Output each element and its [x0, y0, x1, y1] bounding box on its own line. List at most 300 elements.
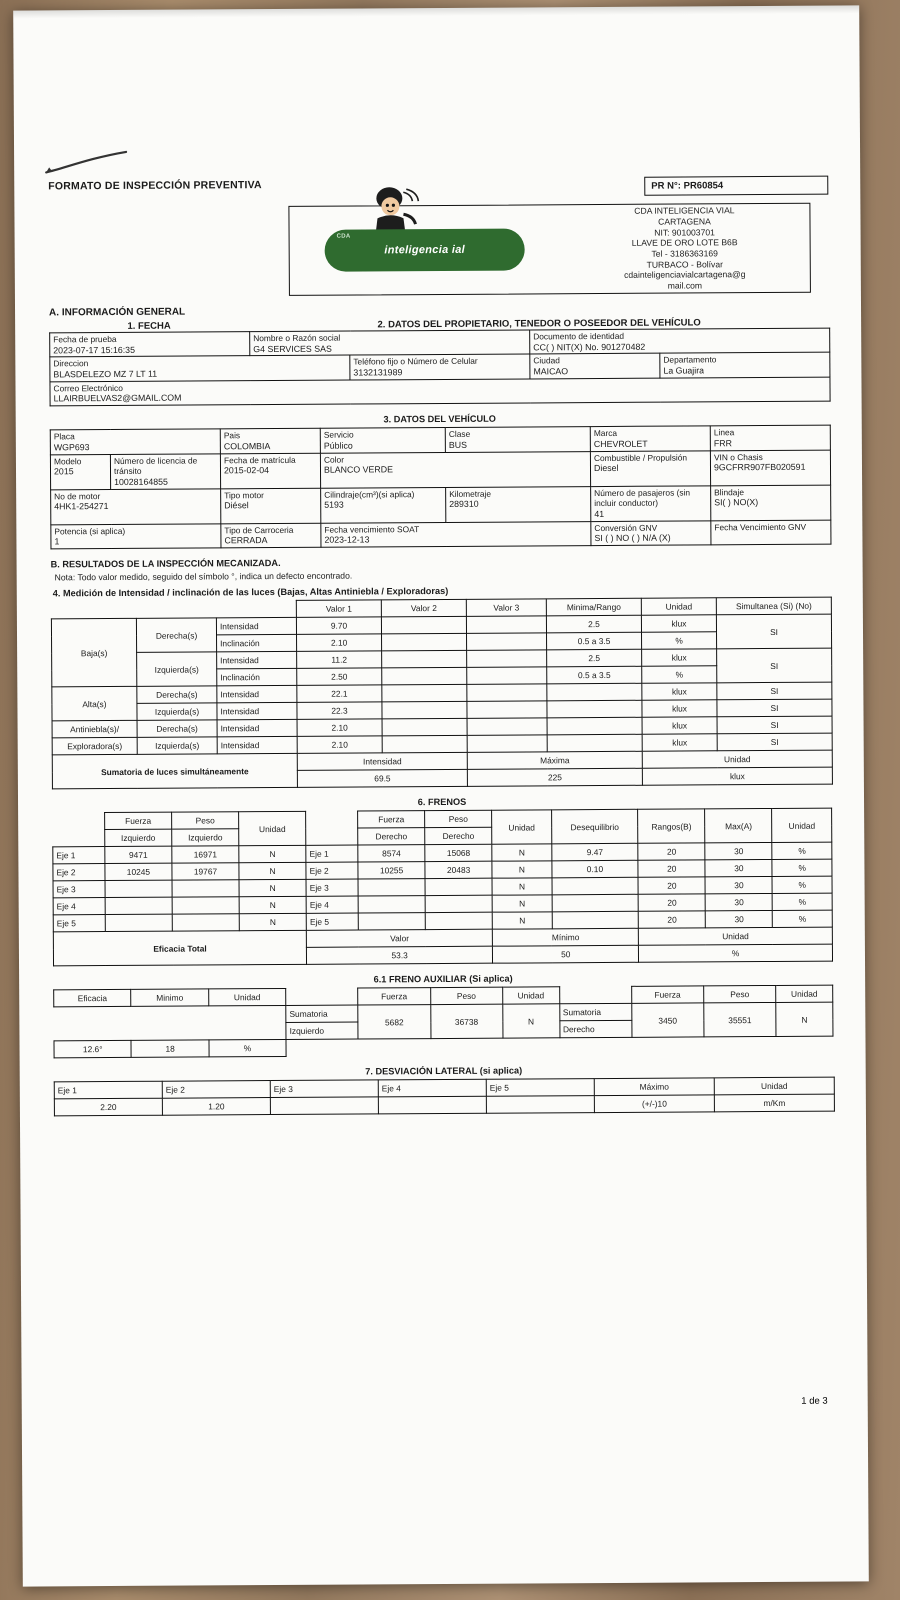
logo-small-text: CDA — [336, 233, 351, 240]
side-izquierda-antiniebla: Izquierda(s) — [137, 737, 217, 754]
header-izquierdo-1: Izquierdo — [105, 830, 172, 847]
gnv-venc-label: Fecha Vencimiento GNV — [714, 521, 807, 533]
value-v1: 22.3 — [297, 702, 382, 720]
servicio-label: Servicio — [323, 429, 354, 441]
value-v1: 11.2 — [297, 651, 382, 669]
gnv-label: Conversión GNV — [594, 522, 658, 533]
company-nit: NIT: 901003701 — [654, 226, 715, 238]
kilometraje-label: Kilometraje — [449, 488, 492, 499]
kilometraje-value: 289310 — [449, 499, 479, 510]
cell-color — [320, 452, 590, 489]
eje5-label: Eje 5 — [486, 1079, 594, 1097]
fuerza-der-value — [358, 913, 425, 930]
side-derecha-alta: Derecha(s) — [137, 686, 217, 703]
cell-cilindraje — [321, 487, 446, 523]
value-min — [547, 718, 642, 736]
company-header-block — [288, 203, 811, 296]
company-email-line1: cdainteligenciavialcartagena@g — [624, 269, 746, 281]
eje1-value: 2.20 — [54, 1099, 162, 1117]
peso-der-value — [425, 879, 492, 896]
unidad-izq-value: N — [239, 846, 306, 863]
fuerza-der-value — [358, 896, 425, 913]
documento-value: CC( ) NIT(X) No. 901270482 — [533, 341, 646, 352]
unidad-final-value: % — [773, 894, 833, 911]
table-row — [54, 1094, 834, 1116]
header-valor3: Valor 3 — [466, 599, 546, 616]
header-izquierdo-2: Izquierdo — [172, 829, 239, 846]
value-min — [547, 735, 642, 753]
unidad-der-value: N — [492, 844, 552, 861]
company-email-line2: mail.com — [667, 280, 703, 291]
cell-matricula — [220, 453, 320, 489]
desviacion-section-title: 7. DESVIACIÓN LATERAL (si aplica) — [365, 1065, 523, 1077]
freno-auxiliar-table — [53, 985, 833, 1059]
eje1-label: Eje 1 — [54, 1082, 162, 1100]
value-v1: 22.1 — [297, 685, 382, 703]
param: Intensidad — [217, 652, 297, 669]
blindaje-value: SI( ) NO(X) — [714, 497, 759, 508]
modelo-label: Modelo — [53, 456, 82, 467]
potencia-label: Potencia (si aplica) — [54, 525, 126, 537]
value-v2 — [382, 685, 467, 703]
general-info-table — [49, 328, 830, 407]
document-page — [13, 5, 869, 1586]
header-peso-izq: Peso — [172, 812, 239, 829]
cell-kilometraje — [446, 487, 591, 523]
cilindraje-label: Cilindraje(cm³)(si aplica) — [324, 489, 415, 500]
group-antiniebla-1: Antiniebla(s)/ — [52, 721, 137, 739]
value-sim: SI — [717, 649, 832, 684]
header-valor2: Valor 2 — [381, 600, 466, 618]
sumatoria-intensidad-label: Intensidad — [297, 753, 467, 771]
value-v3 — [467, 650, 547, 667]
fecha-section-title: 1. FECHA — [127, 320, 171, 332]
cell-vin — [710, 450, 830, 486]
soat-value: 2023-12-13 — [324, 534, 370, 546]
fuerza-der-value: 10255 — [358, 862, 425, 879]
vehiculo-section-title: 3. DATOS DEL VEHÍCULO — [383, 414, 496, 425]
header-peso-der: Peso — [704, 986, 776, 1003]
eficacia-unidad-value: % — [639, 945, 833, 963]
cell-ciudad — [530, 354, 660, 379]
direccion-value: BLASDELEZO MZ 7 LT 11 — [53, 368, 158, 380]
sumatoria-izq-label: Sumatoria — [286, 1005, 358, 1022]
sumatoria-der-peso: 35551 — [704, 1003, 776, 1037]
sumatoria-luces-label: Sumatoria de luces simultáneamente — [52, 754, 297, 789]
cell-gnv-venc — [711, 520, 831, 545]
cell-potencia — [51, 524, 221, 550]
cell-departamento — [660, 353, 830, 379]
cell-fecha-prueba — [50, 332, 250, 358]
luces-section-title: 4. Medición de Intensidad / inclinación de las luces (Bajas, Altas Antiniebla / Exploradoras) — [52, 586, 449, 599]
sumatoria-izq-unidad: N — [503, 1004, 560, 1038]
eje-izq-label: Eje 4 — [53, 898, 105, 915]
peso-der-value — [425, 896, 492, 913]
value-unidad: klux — [642, 683, 717, 700]
rangos-value: 20 — [638, 860, 705, 877]
value-unidad: klux — [642, 649, 717, 666]
value-unidad: klux — [642, 734, 717, 751]
pais-label: Pais — [223, 430, 241, 441]
section-a-title: A. INFORMACIÓN GENERAL — [49, 306, 186, 319]
nombre-value: G4 SERVICES SAS — [253, 343, 332, 354]
cell-nombre — [250, 330, 530, 356]
departamento-label: Departamento — [663, 354, 717, 366]
correo-value: LLAIRBUELVAS2@GMAIL.COM — [53, 393, 182, 404]
company-phone: Tel - 3186363169 — [651, 248, 718, 259]
placa-value: WGP693 — [53, 442, 90, 453]
value-sim: SI — [717, 717, 832, 735]
unidad-der-value: N — [492, 861, 552, 878]
cell-pais — [220, 429, 320, 454]
desequilibrio-value — [552, 895, 639, 913]
value-v3 — [466, 616, 546, 633]
marca-label: Marca — [593, 428, 618, 439]
eje-izq-label: Eje 1 — [53, 847, 105, 864]
header-unidad: Unidad — [208, 989, 285, 1006]
document-header — [48, 176, 828, 200]
minimo-aux-value: 18 — [131, 1040, 208, 1057]
gnv-value: SI ( ) NO ( ) N/A (X) — [594, 532, 671, 544]
value-v2 — [382, 651, 467, 669]
section-b-title: B. RESULTADOS DE LA INSPECCIÓN MECANIZADA. — [50, 558, 281, 570]
eje-der-label: Eje 2 — [306, 862, 358, 879]
sumatoria-der-label: Sumatoria — [559, 1004, 631, 1021]
cell-soat — [321, 521, 591, 547]
desequilibrio-value: 9.47 — [552, 844, 639, 862]
sumatoria-izq-label2: Izquierdo — [286, 1022, 358, 1039]
sumatoria-maxima-label: Máxima — [467, 752, 642, 770]
value-v3 — [467, 667, 547, 684]
ciudad-value: MAICAO — [533, 366, 569, 377]
pr-value: PR60854 — [683, 180, 724, 192]
unidad-izq-value: N — [239, 914, 306, 931]
propietario-section-title: 2. DATOS DEL PROPIETARIO, TENEDOR O POSEEDOR DEL VEHÍCULO — [377, 317, 701, 331]
param: Intensidad — [217, 737, 297, 754]
cell-direccion — [50, 356, 350, 382]
soat-label: Fecha vencimiento SOAT — [324, 524, 420, 535]
value-sim: SI — [717, 700, 832, 718]
cell-pasajeros — [591, 486, 711, 522]
value-v3 — [467, 735, 547, 752]
value-v1: 2.10 — [297, 719, 382, 737]
departamento-value: La Guajira — [663, 365, 705, 376]
cell-correo — [50, 377, 830, 406]
potencia-value: 1 — [54, 536, 60, 547]
param: Intensidad — [217, 703, 297, 720]
ciudad-label: Ciudad — [533, 355, 560, 366]
servicio-value: Público — [323, 440, 353, 451]
side-derecha-baja: Derecha(s) — [136, 618, 216, 652]
tipo-motor-label: Tipo motor — [224, 489, 264, 501]
vin-value: 9GCFRR907FB020591 — [713, 462, 806, 473]
matricula-value: 2015-02-04 — [223, 465, 270, 476]
unidad-final-value: % — [772, 860, 832, 877]
matricula-label: Fecha de matrícula — [223, 454, 296, 466]
fuerza-izq-value: 9471 — [105, 847, 172, 864]
eje4-label: Eje 4 — [378, 1080, 486, 1098]
combustible-value: Diesel — [593, 463, 619, 474]
peso-der-value: 20483 — [425, 862, 492, 879]
frenos-table — [52, 808, 833, 967]
header-fuerza-der: Fuerza — [358, 811, 425, 828]
value-min: 0.5 a 3.5 — [547, 667, 642, 685]
fuerza-der-value: 8574 — [358, 845, 425, 862]
desequilibrio-value — [552, 912, 639, 930]
header-valor1: Valor 1 — [296, 600, 381, 618]
company-info — [559, 204, 810, 294]
pasajeros-label: Número de pasajeros (sin incluir conductor) — [594, 487, 691, 509]
header-simultanea: Simultanea (Si) (No) — [716, 598, 831, 616]
value-v1: 2.10 — [297, 736, 382, 754]
cell-gnv — [591, 521, 711, 546]
peso-izq-value — [172, 914, 239, 931]
eje-izq-label: Eje 3 — [53, 881, 105, 898]
pr-label: PR N°: — [651, 180, 681, 192]
unidad-aux-value: % — [209, 1040, 286, 1057]
pasajeros-value: 41 — [594, 508, 605, 519]
param: Inclinación — [217, 669, 297, 686]
fecha-prueba-value: 2023-07-17 15:16:35 — [53, 344, 135, 355]
value-unidad: klux — [642, 717, 717, 734]
value-sim: SI — [717, 734, 832, 752]
licencia-label: Número de licencia de tránsito — [113, 455, 198, 477]
header-derecho-2: Derecho — [425, 828, 492, 845]
sumatoria-der-fuerza: 3450 — [632, 1003, 704, 1037]
company-address: LLAVE DE ORO LOTE B6B — [631, 237, 738, 249]
max-value: 30 — [705, 894, 772, 911]
value-unidad: klux — [641, 615, 716, 632]
value-min — [547, 701, 642, 719]
logo-badge — [325, 228, 525, 271]
cell-telefono — [350, 354, 530, 380]
value-v1: 2.10 — [297, 634, 382, 652]
eje4-value — [378, 1097, 486, 1115]
cell-documento — [530, 328, 830, 354]
eficacia-aux-value: 12.6° — [54, 1041, 131, 1058]
cell-tipo-motor — [221, 488, 321, 524]
unidad-der-value: N — [492, 895, 552, 912]
param: Inclinación — [217, 635, 297, 652]
header-eficacia: Eficacia — [54, 990, 131, 1007]
vehicle-info-table — [50, 425, 832, 550]
motor-value: 4HK1-254271 — [54, 501, 109, 512]
clase-label: Clase — [448, 429, 471, 440]
luces-table — [51, 597, 833, 790]
eje-der-label: Eje 4 — [306, 896, 358, 913]
header-unidad-der: Unidad — [776, 986, 833, 1003]
unidad-izq-value: N — [239, 880, 306, 897]
page-title: FORMATO DE INSPECCIÓN PREVENTIVA — [48, 179, 262, 193]
value-v1: 9.70 — [296, 617, 381, 635]
value-v2 — [382, 719, 467, 737]
clase-value: BUS — [448, 439, 467, 450]
vin-label: VIN o Chasis — [713, 451, 763, 463]
placa-label: Placa — [53, 431, 75, 442]
eje-der-label: Eje 1 — [306, 845, 358, 862]
pen-mark — [44, 150, 134, 177]
peso-izq-value: 16971 — [172, 846, 239, 863]
rangos-value: 20 — [638, 894, 705, 911]
sumatoria-maxima-value: 225 — [467, 769, 642, 787]
licencia-value: 10028164855 — [114, 476, 168, 487]
side-izquierda-baja: Izquierda(s) — [137, 652, 217, 686]
sumatoria-unidad-value: klux — [642, 767, 832, 785]
frenos-section-title: 6. FRENOS — [417, 797, 467, 808]
value-v2 — [382, 702, 467, 720]
linea-label: Linea — [713, 427, 735, 438]
company-name-line2: CARTAGENA — [658, 216, 711, 227]
unidad-der-value: N — [492, 912, 552, 929]
cell-motor — [51, 489, 221, 525]
eje-izq-label: Eje 5 — [53, 915, 105, 932]
cell-linea — [710, 426, 830, 451]
value-v3 — [467, 718, 547, 735]
carroceria-label: Tipo de Carroceria — [224, 524, 294, 536]
side-izquierda-alta: Izquierda(s) — [137, 703, 217, 720]
eje-izq-label: Eje 2 — [53, 864, 105, 881]
rangos-value: 20 — [638, 911, 705, 928]
company-name-line1: CDA INTELIGENCIA VIAL — [634, 205, 735, 216]
cell-blindaje — [711, 485, 831, 521]
fuerza-izq-value — [105, 881, 172, 898]
sumatoria-izq-fuerza: 5682 — [358, 1005, 430, 1039]
sumatoria-unidad-label: Unidad — [642, 750, 832, 768]
sumatoria-izq-peso: 36738 — [430, 1005, 502, 1039]
cell-carroceria — [221, 523, 321, 548]
param: Intensidad — [217, 720, 297, 737]
unidad-desv-value: m/Km — [714, 1094, 834, 1112]
unidad-desv-label: Unidad — [714, 1077, 834, 1095]
header-minima: Minima/Rango — [546, 599, 641, 617]
max-value: 30 — [706, 911, 773, 928]
value-min — [547, 684, 642, 702]
pr-number-box — [644, 176, 828, 196]
sumatoria-der-unidad: N — [776, 1003, 833, 1037]
peso-der-value — [425, 913, 492, 930]
group-bajas: Baja(s) — [51, 619, 136, 688]
value-sim: SI — [717, 683, 832, 701]
eje5-value — [486, 1096, 594, 1114]
fecha-prueba-label: Fecha de prueba — [53, 333, 117, 345]
eje3-label: Eje 3 — [270, 1080, 378, 1098]
fuerza-izq-value — [105, 915, 172, 932]
header-unidad-der: Unidad — [492, 810, 552, 844]
group-antiniebla-2: Exploradora(s) — [52, 738, 137, 756]
color-label: Color — [323, 454, 345, 465]
value-min: 2.5 — [546, 616, 641, 634]
table-row — [54, 1037, 833, 1059]
header-unidad: Unidad — [641, 598, 716, 615]
value-unidad: % — [642, 666, 717, 683]
eficacia-unidad-label: Unidad — [639, 928, 833, 946]
sumatoria-der-label2: Derecho — [559, 1021, 631, 1038]
carroceria-value: CERRADA — [224, 535, 268, 546]
table-row — [51, 520, 831, 549]
value-unidad: % — [642, 632, 717, 649]
eficacia-valor-label: Valor — [306, 930, 492, 948]
group-altas: Alta(s) — [52, 687, 137, 722]
cell-marca — [590, 426, 710, 451]
unidad-izq-value: N — [239, 897, 306, 914]
peso-izq-value — [172, 897, 239, 914]
desequilibrio-value: 0.10 — [552, 861, 639, 879]
page-number: 1 de 3 — [801, 1395, 828, 1407]
documento-label: Documento de identidad — [533, 330, 625, 342]
cell-modelo — [50, 454, 110, 489]
header-peso-der: Peso — [425, 811, 492, 828]
telefono-label: Teléfono fijo o Número de Celular — [353, 356, 478, 368]
eficacia-valor-value: 53.3 — [307, 947, 493, 965]
header-desequilibrio: Desequilibrio — [551, 810, 638, 845]
table-row — [51, 485, 831, 525]
value-unidad: klux — [642, 700, 717, 717]
section-b-note: Nota: Todo valor medido, seguido del símbolo °, indica un defecto encontrado. — [54, 570, 353, 583]
header-peso-izq: Peso — [430, 988, 502, 1005]
unidad-der-value: N — [492, 878, 552, 895]
unidad-final-value: % — [772, 843, 832, 860]
header-fuerza-der: Fuerza — [631, 986, 703, 1003]
modelo-value: 2015 — [53, 466, 74, 477]
fuerza-izq-value: 10245 — [105, 864, 172, 881]
eje2-label: Eje 2 — [162, 1081, 270, 1099]
direccion-label: Direccion — [53, 358, 89, 369]
maximo-value: (+/-)10 — [594, 1095, 714, 1113]
fuerza-der-value — [358, 879, 425, 896]
fuerza-izq-value — [105, 898, 172, 915]
value-v3 — [467, 701, 547, 718]
pais-value: COLOMBIA — [223, 440, 271, 452]
unidad-final-value: % — [773, 911, 833, 928]
value-v2 — [381, 617, 466, 635]
cell-licencia — [110, 454, 220, 490]
value-v1: 2.50 — [297, 668, 382, 686]
param: Intensidad — [216, 618, 296, 635]
rangos-value: 20 — [638, 877, 705, 894]
combustible-label: Combustible / Propulsión — [593, 452, 688, 463]
cell-servicio — [320, 428, 445, 453]
desequilibrio-value — [552, 878, 639, 896]
header-max: Max(A) — [705, 809, 772, 843]
header-unidad-izq: Unidad — [239, 812, 306, 846]
marca-value: CHEVROLET — [593, 438, 648, 450]
max-value: 30 — [705, 860, 772, 877]
unidad-final-value: % — [772, 877, 832, 894]
company-logo — [289, 205, 560, 295]
motor-label: No de motor — [54, 490, 101, 502]
header-minimo: Minimo — [131, 989, 208, 1006]
logo-text: inteligencia ial — [384, 243, 465, 257]
correo-label: Correo Electrónico — [53, 382, 123, 394]
eficacia-total-label: Eficacia Total — [53, 931, 306, 967]
value-min: 2.5 — [547, 650, 642, 668]
peso-der-value: 15068 — [425, 845, 492, 862]
cell-placa — [50, 429, 220, 455]
value-min: 0.5 a 3.5 — [547, 633, 642, 651]
value-v2 — [382, 736, 467, 754]
header-fuerza-izq: Fuerza — [358, 988, 430, 1005]
eje3-value — [270, 1097, 378, 1115]
header-fuerza-izq: Fuerza — [105, 813, 172, 830]
eje2-value: 1.20 — [162, 1098, 270, 1116]
side-derecha-antiniebla: Derecha(s) — [137, 720, 217, 737]
value-v2 — [382, 668, 467, 686]
desviacion-table — [54, 1077, 835, 1117]
maximo-label: Máximo — [594, 1078, 714, 1096]
table-row — [54, 1003, 833, 1025]
cell-combustible — [590, 451, 710, 487]
form-content — [48, 176, 834, 1117]
